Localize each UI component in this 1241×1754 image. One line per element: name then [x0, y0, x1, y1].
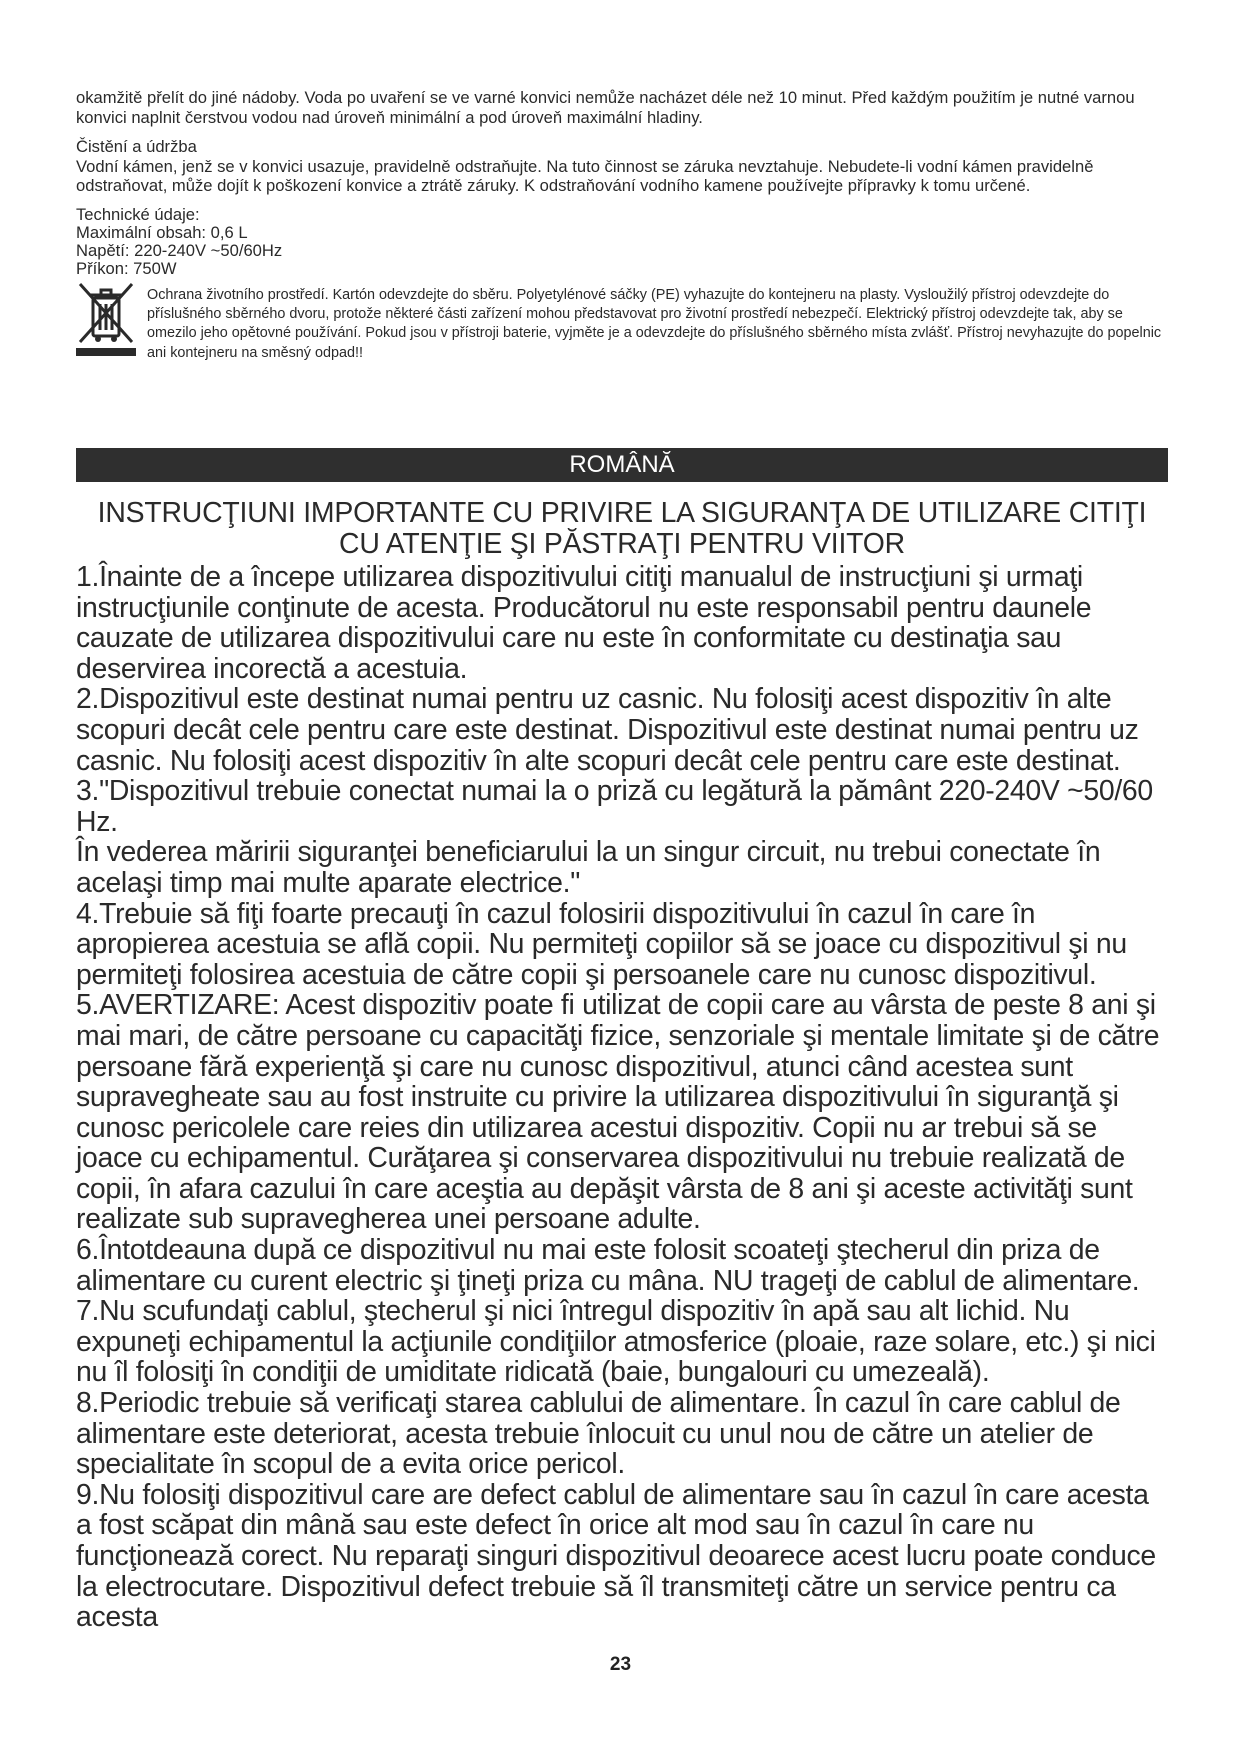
- instruction-item-8: 8.Periodic trebuie să verificaţi starea cablului de alimentare. În cazul în care cablul de alimentare este deteriorat, acesta trebuie înlocuit cu unul nou de către un atelier de specialitate în scopul de a evita orice pericol.: [76, 1387, 1121, 1481]
- crossed-out-bin-icon: [76, 278, 136, 358]
- tech-capacity: Maximální obsah: 0,6 L: [76, 222, 248, 242]
- czech-section: [76, 88, 1168, 372]
- czech-intro-block: [76, 88, 1168, 127]
- romanian-instructions: [76, 562, 1168, 1633]
- instruction-item-3: 3."Dispozitivul trebuie conectat numai la o priză cu legătură la pământ 220-240V ~50/60 Hz.: [76, 775, 1153, 838]
- cleaning-block: [76, 137, 1168, 196]
- instruction-item-4: 4.Trebuie să fiţi foarte precauţi în cazul folosirii dispozitivului în cazul în care în apropierea acestuia se află copii. Nu permiteţi copiilor să se joace cu dispozitivul şi nu permiteţi folosirea acestuia de către copii şi persoanele care nu cunosc dispozitivul.: [76, 897, 1127, 991]
- tech-power: Příkon: 750W: [76, 258, 177, 278]
- instruction-item-1: 1.Înainte de a începe utilizarea dispozitivului citiţi manualul de instrucţiuni şi urmaţi instrucţiunile conţinute de acesta. Producătorul nu este responsabil pentru daunele cauzate de utilizarea dispozitivului care nu este în conformitate cu destinaţia sau deservirea incorectă a acestuia.: [76, 561, 1092, 685]
- cleaning-paragraph: Vodní kámen, jenž se v konvici usazuje, pravidelně odstraňujte. Na tuto činnost se záruka nevztahuje. Nebudete-li vodní kámen pravidelně odstraňovat, může dojít k poškození konvice a ztrátě záruky. K odstraňování vodního kamene používejte přípravky k tomu určené.: [76, 156, 1094, 195]
- instruction-item-5: 5.AVERTIZARE: Acest dispozitiv poate fi utilizat de copii care au vârsta de peste 8 ani şi mai mari, de către persoane cu capacităţi fizice, senzoriale şi mentale limitate şi de către persoane fără experienţă şi care nu cunosc dispozitivul, atunci când acestea sunt supravegheate sau au fost instruite cu privire la utilizarea dispozitivului în siguranţă şi cunosc pericolele care reies din utilizarea acestui dispozitiv. Copii nu ar trebui să se joace cu echipamentul. Curăţarea şi conservarea dispozitivului nu trebuie realizată de copii, în afara cazului în care aceştia au depăşit vârsta de 8 ani şi aceste activităţi sunt realizate sub supravegherea unei persoane adulte.: [76, 989, 1160, 1236]
- tech-voltage: Napětí: 220-240V ~50/60Hz: [76, 240, 283, 260]
- safety-title: INSTRUCŢIUNI IMPORTANTE CU PRIVIRE LA SIGURANŢA DE UTILIZARE CITIŢI CU ATENŢIE ŞI PĂSTRAŢI PENTRU VIITOR: [97, 497, 1147, 560]
- instruction-item-2: 2.Dispozitivul este destinat numai pentru uz casnic. Nu folosiţi acest dispozitiv în alte scopuri decât cele pentru care este destinat. Dispozitivul este destinat numai pentru uz casnic. Nu folosiţi acest dispozitiv în alte scopuri decât cele pentru care este destinat.: [76, 683, 1139, 777]
- instruction-item-6: 6.Întotdeauna după ce dispozitivul nu mai este folosit scoateţi ştecherul din priza de alimentare cu curent electric şi ţineţi priza cu mâna. NU trageţi de cablul de alimentare.: [76, 1234, 1140, 1297]
- technical-specs: [76, 206, 1168, 278]
- instruction-item-9: 9.Nu folosiţi dispozitivul care are defect cablul de alimentare sau în cazul în care acesta a fost scăpat din mână sau este defect în orice alt mod sau în cazul în care nu funcţionează corect. Nu reparaţi singuri dispozitivul deoarece acest lucru poate conduce la electrocutare. Dispozitivul defect trebuie să îl transmiteţi către un service pentru ca acesta: [76, 1478, 1156, 1634]
- czech-intro-paragraph: okamžitě přelít do jiné nádoby. Voda po uvaření se ve varné konvici nemůže nacházet déle než 10 minut. Před každým použitím je nutné varnou konvici naplnit čerstvou vodou nad úroveň minimální a pod úroveň maximální hladiny.: [76, 88, 1135, 127]
- instruction-item-7: 7.Nu scufundaţi cablul, ştecherul şi nici întregul dispozitiv în apă sau alt lichid. Nu expuneţi echipamentul la acţiunile condiţiilor atmosferice (ploaie, raze solare, etc.) şi nici nu îl folosiţi în condiţii de umiditate ridicată (baie, bungalouri cu umezeală).: [76, 1295, 1156, 1389]
- language-banner: ROMÂNĂ: [76, 448, 1168, 482]
- tech-heading: Technické údaje:: [76, 204, 200, 224]
- environment-notice: [76, 278, 1168, 372]
- cleaning-heading: Čistění a údržba: [76, 137, 197, 156]
- page-number: 23: [609, 1654, 632, 1675]
- instruction-item-3-note: În vederea măririi siguranţei beneficiarului la un singur circuit, nu trebui conectate în acelaşi timp mai multe aparate electrice.": [76, 836, 1101, 899]
- environment-text: Ochrana životního prostředí. Kartón odevzdejte do sběru. Polyetylénové sáčky (PE) vyhazujte do kontejneru na plasty. Vysloužilý přístroj odevzdejte do příslušného sběrného dvoru, protože některé části zařízení mohou představovat pro životní prostředí nebezpečí. Elektrický přístroj odevzdejte tak, aby se omezilo jeho opětovné používání. Pokud jsou v přístroji baterie, vyjměte je a odevzdejte do příslušného sběrného místa zvlášť. Přístroj nevyhazujte do popelnic ani kontejneru na směsný odpad!!: [147, 286, 1162, 361]
